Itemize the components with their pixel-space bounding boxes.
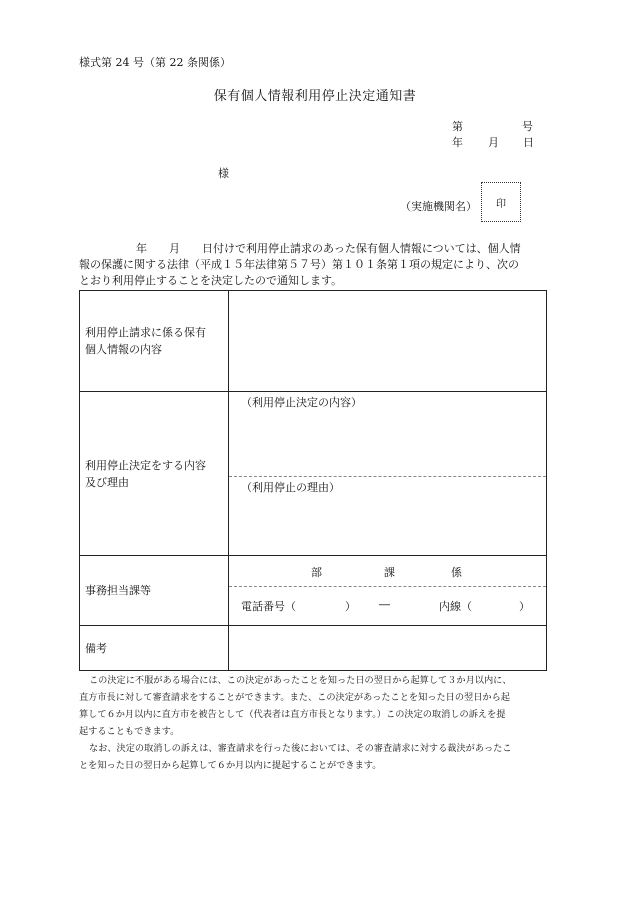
table-row-decision	[80, 392, 547, 556]
header-go: 号	[522, 120, 533, 133]
phone-field[interactable]	[229, 587, 546, 625]
decision-content-label: （利用停止決定の内容）	[241, 396, 362, 409]
row1-label	[80, 291, 229, 392]
header-dai: 第	[452, 120, 463, 133]
row1-value-field[interactable]	[229, 291, 547, 392]
decision-reason-label: （利用停止の理由）	[241, 481, 340, 494]
header-year: 年	[452, 136, 463, 149]
header-month: 月	[488, 136, 499, 149]
decision-table	[79, 290, 547, 671]
row3-value-cell	[229, 556, 547, 626]
notes-paragraph	[79, 672, 551, 774]
intro-line-1: 年 月 日付けで利用停止請求のあった保有個人情報については、個人情	[136, 242, 521, 255]
intro-paragraph	[79, 241, 549, 289]
row2-label	[80, 392, 229, 556]
row3-label-text: 事務担当課等	[85, 584, 151, 597]
row4-label-text: 備考	[85, 641, 107, 655]
table-row-content	[80, 291, 547, 392]
seal-label: 印	[496, 198, 506, 210]
notes-line-4: 起することもできます。	[79, 726, 180, 737]
remarks-field[interactable]	[229, 626, 547, 671]
notes-line-1: この決定に不服がある場合には、この決定があったことを知った日の翌日から起算して３か月以内に、	[89, 675, 512, 686]
addressee-sama: 様	[218, 167, 229, 180]
phone-close: ）	[345, 600, 356, 613]
intro-line-3: とおり利用停止することを決定したので通知します。	[79, 274, 343, 287]
seal-box	[481, 182, 521, 222]
notes-line-2: 直方市長に対して審査請求をすることができます。また、この決定があったことを知った日の翌日から起	[79, 692, 510, 703]
department-ka: 課	[384, 566, 395, 579]
table-row-department	[80, 556, 547, 626]
department-kakari: 係	[451, 566, 462, 579]
row1-label-line-1: 利用停止請求に係る保有	[85, 326, 206, 339]
row4-label	[80, 626, 229, 671]
row2-label-line-2: 及び理由	[85, 475, 129, 489]
form-number: 様式第 24 号（第 22 条関係）	[79, 56, 231, 69]
notes-line-6: とを知った日の翌日から起算して６か月以内に提起することができます。	[79, 760, 382, 771]
notes-line-3: 算して６か月以内に直方市を被告として（代表者は直方市長となります。）この決定の取消しの訴えを提	[79, 709, 506, 720]
agency-name-label: （実施機関名）	[400, 200, 477, 213]
extension-label: 内線（	[439, 600, 472, 613]
row2-label-line-1: 利用停止決定をする内容	[85, 458, 206, 472]
department-bu: 部	[311, 566, 322, 579]
department-field[interactable]	[229, 556, 546, 587]
table-row-remarks	[80, 626, 547, 671]
phone-label: 電話番号（	[241, 600, 296, 613]
phone-dash: ―	[379, 598, 390, 611]
intro-line-2: 報の保護に関する法律（平成１５年法律第５７号）第１０１条第１項の規定により、次の	[79, 258, 519, 271]
extension-close: ）	[519, 600, 530, 613]
decision-reason-field[interactable]	[229, 477, 546, 555]
notes-line-5: なお、決定の取消しの訴えは、審査請求を行った後においては、その審査請求に対する裁決があったこ	[89, 743, 512, 754]
row2-value-cell	[229, 392, 547, 556]
header-day: 日	[523, 136, 534, 149]
row3-label	[80, 556, 229, 626]
decision-content-field[interactable]	[229, 392, 546, 477]
row1-label-line-2: 個人情報の内容	[85, 343, 162, 356]
document-title: 保有個人情報利用停止決定通知書	[213, 89, 417, 104]
